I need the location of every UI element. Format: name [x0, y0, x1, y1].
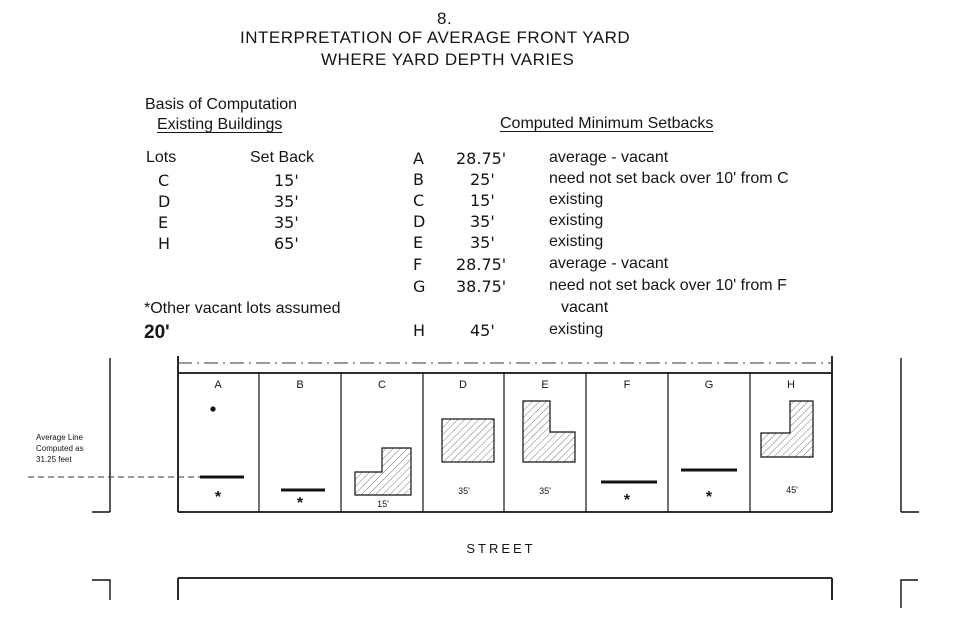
computed-note: need not set back over 10' from F [549, 277, 787, 294]
building-lot-e [523, 401, 575, 462]
computed-note: existing [549, 321, 604, 338]
lot-letter: D [459, 379, 467, 391]
setback-column-header: Set Back [250, 149, 315, 166]
lot-setback-label: 35' [458, 486, 470, 496]
basis-setback: 65' [274, 234, 299, 253]
computed-note: existing [549, 212, 604, 229]
computed-value: 35' [470, 212, 495, 231]
vacant-lot-assumed-setback: 20' [144, 322, 170, 343]
building-lot-h [761, 401, 813, 457]
computed-lot: G [413, 277, 426, 296]
average-line-label: Average Line [36, 433, 83, 442]
opposite-right-corner [901, 580, 918, 608]
computed-value: 45' [470, 321, 495, 340]
lot-setback-label: * [214, 489, 222, 506]
basis-heading: Basis of Computation [145, 96, 298, 113]
lot-letter: E [541, 379, 549, 391]
lot-setback-label: * [623, 492, 631, 509]
lot-setback-label: 45' [786, 485, 798, 495]
computed-value: 15' [470, 191, 495, 210]
computed-lot: D [413, 212, 426, 231]
computed-note: need not set back over 10' from C [549, 170, 789, 187]
lot-letter: C [378, 379, 386, 391]
computed-lot: H [413, 321, 426, 340]
lot-letter: H [787, 379, 795, 391]
building-lot-c [355, 448, 411, 495]
computed-note: average - vacant [549, 149, 669, 166]
computed-lot: E [413, 233, 424, 252]
basis-setback: 35' [274, 213, 299, 232]
basis-lot: D [158, 192, 171, 211]
lot-letter: A [214, 379, 222, 391]
computed-value: 38.75' [456, 277, 507, 296]
lot-letter: F [623, 379, 631, 391]
computed-note-continuation: vacant [561, 299, 609, 316]
basis-lot: H [158, 234, 171, 253]
lot-letter: B [296, 379, 304, 391]
computed-lot: C [413, 191, 425, 210]
vacant-lot-note: *Other vacant lots assumed [144, 300, 341, 317]
computed-lot: A [413, 149, 424, 168]
page-title-line1: INTERPRETATION OF AVERAGE FRONT YARD [240, 28, 631, 47]
basis-lot: E [158, 213, 169, 232]
opposite-left-corner [92, 580, 110, 600]
computed-note: existing [549, 233, 604, 250]
lot-a-marker [210, 406, 215, 411]
lot-setback-label: * [705, 489, 713, 506]
computed-note: existing [549, 191, 604, 208]
average-line-label: 31.25 feet [36, 455, 72, 464]
lot-setback-label: 15' [377, 499, 389, 509]
computed-value: 28.75' [456, 255, 507, 274]
street-label: STREET [466, 541, 536, 556]
building-lot-d [442, 419, 494, 462]
computed-value: 25' [470, 170, 495, 189]
basis-setback: 15' [274, 171, 299, 190]
page-number: 8. [437, 9, 453, 28]
computed-lot: F [413, 255, 423, 274]
computed-lot: B [413, 170, 424, 189]
lots-column-header: Lots [146, 149, 177, 166]
computed-value: 28.75' [456, 149, 507, 168]
computed-heading: Computed Minimum Setbacks [500, 115, 714, 132]
computed-value: 35' [470, 233, 495, 252]
lot-letter: G [704, 379, 714, 391]
average-line-label: Computed as [36, 444, 84, 453]
basis-setback: 35' [274, 192, 299, 211]
lot-setback-label: 35' [539, 486, 551, 496]
basis-subheading: Existing Buildings [157, 116, 283, 133]
page-title-line2: WHERE YARD DEPTH VARIES [321, 50, 575, 69]
basis-lot: C [158, 171, 170, 190]
lot-setback-label: * [296, 495, 304, 512]
computed-note: average - vacant [549, 255, 669, 272]
